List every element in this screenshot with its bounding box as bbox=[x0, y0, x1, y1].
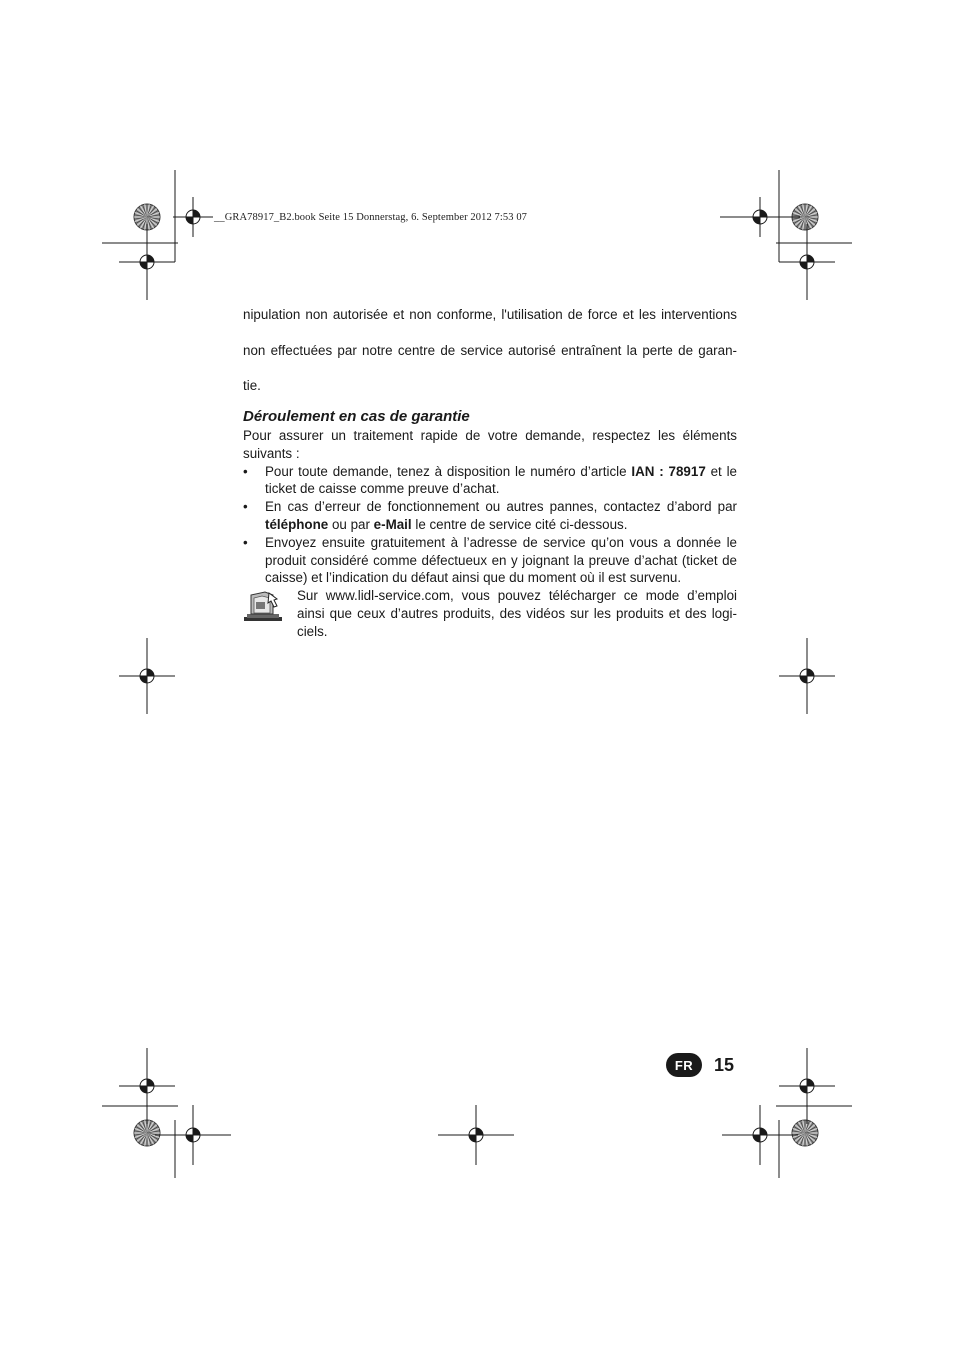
intro-paragraph bbox=[243, 306, 737, 395]
registration-crosshair-icon bbox=[155, 1105, 231, 1165]
list-item bbox=[243, 498, 737, 534]
bullet-text: Pour toute demande, tenez à disposition le numéro d’article bbox=[265, 463, 632, 479]
registration-crosshair-icon bbox=[779, 224, 835, 300]
page-number: 15 bbox=[714, 1054, 735, 1075]
bullet-text: ou par bbox=[328, 516, 374, 532]
bullet-text: En cas d’erreur de fonctionnement ou autres pannes, contactez d’abord par bbox=[265, 499, 737, 515]
download-note bbox=[243, 587, 737, 640]
intro-line-2: non effectuées par notre centre de service autorisé entraînent la perte de garan- bbox=[243, 342, 737, 358]
bullet-dot: • bbox=[243, 534, 248, 550]
registration-starburst-icon bbox=[792, 1120, 818, 1146]
registration-crosshair-icon bbox=[119, 1048, 175, 1124]
list-item bbox=[243, 463, 737, 499]
section-lead: Pour assurer un traitement rapide de votre demande, respectez les éléments suivants : bbox=[243, 427, 737, 461]
language-badge: FR bbox=[666, 1053, 702, 1077]
bullet-text: Envoyez ensuite gratuitement à l’adresse de service qu’on vous a donnée le produit considéré comme défectueux en y joignant la preuve d’achat (ticket de caisse) et l’indication du défaut ainsi que du moment où il est survenu. bbox=[265, 534, 737, 586]
bullet-dot: • bbox=[243, 463, 248, 479]
bullet-text: le centre de service cité ci-dessous. bbox=[411, 516, 628, 532]
article-number: IAN : 78917 bbox=[631, 463, 706, 479]
registration-crosshair-icon bbox=[438, 1105, 514, 1165]
section-title: Déroulement en cas de garantie bbox=[243, 407, 470, 425]
page-footer bbox=[666, 1053, 734, 1077]
list-item bbox=[243, 534, 737, 587]
registration-crosshair-icon bbox=[119, 638, 175, 714]
intro-line-3: tie. bbox=[243, 378, 261, 394]
print-header-file-info: __GRA78917_B2.book Seite 15 Donnerstag, 6. September 2012 7:53 07 bbox=[214, 212, 528, 223]
contact-phone: téléphone bbox=[265, 516, 329, 532]
bullet-dot: • bbox=[243, 499, 248, 515]
registration-crosshair-icon bbox=[720, 197, 800, 237]
registration-crosshair-icon bbox=[779, 1048, 835, 1124]
registration-crosshair-icon bbox=[722, 1105, 798, 1165]
bullet-list bbox=[243, 463, 737, 588]
contact-email: e-Mail bbox=[373, 516, 412, 532]
intro-line-1: nipulation non autorisée et non conforme, l'utilisation de force et les interventions bbox=[243, 307, 737, 322]
registration-crosshair-icon bbox=[119, 224, 175, 300]
download-manual-icon bbox=[243, 587, 293, 628]
page-content bbox=[243, 306, 737, 641]
registration-crosshair-icon bbox=[173, 197, 213, 237]
bullet-text: et le ticket de caisse comme preuve d’achat. bbox=[265, 463, 737, 497]
note-text: Sur www.lidl-service.com, vous pouvez télécharger ce mode d’emploi ainsi que ceux d’autres produits, des vidéos sur les produits et des logi-ciels. bbox=[297, 588, 737, 639]
registration-crosshair-icon bbox=[779, 638, 835, 714]
